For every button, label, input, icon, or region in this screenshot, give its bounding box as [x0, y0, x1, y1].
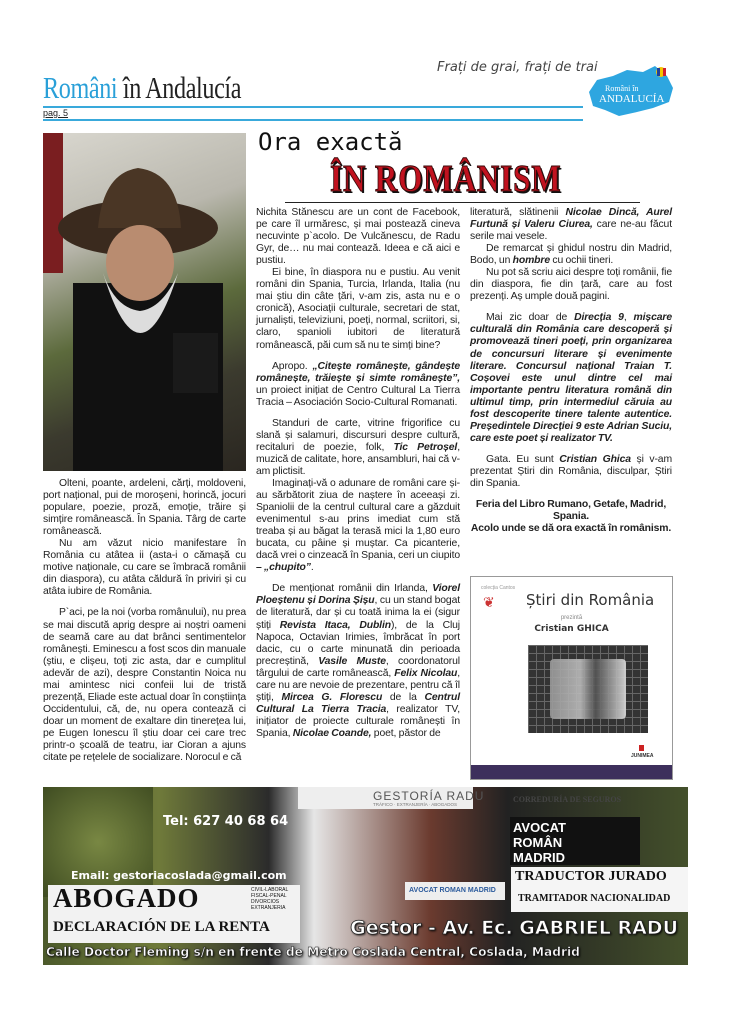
- emphasis-text: Viorel Ploeștenu și Dorina Șișu: [256, 583, 460, 607]
- text-segment: Mai zic doar de: [486, 312, 575, 324]
- ad-gestoria-sub: TRÁFICO · EXTRANJERÍA · ABOGADOS: [373, 802, 458, 807]
- paragraph: [470, 499, 672, 523]
- test-pattern-image: [528, 645, 648, 733]
- book-cover: [470, 576, 673, 780]
- text-segment: Standuri de carte, vitrine frigorifice cu slană și salamuri, discursuri despre cultură, recitaluri de poezie, folk,: [256, 417, 460, 453]
- text-segment: literatură, slătinenii: [470, 207, 566, 218]
- article-column-right: [470, 207, 672, 535]
- logo: [583, 62, 675, 118]
- text-segment: Ei bine, în diaspora nu e pustiu. Au venit români din Spania, Turcia, Irlanda, Italia (nu mai știu din câte țări, v-am zis, asta nu e o cronică), Asociații culturale, secretari de stat, jurnaliști, televiziuni, poeți, normal, scriitori, si, claro, spanioli iubitori de literatură românească, păi cum să nu te simți bine?: [256, 267, 460, 351]
- text-segment: și v-am prezentat Știri din România, disculpar, Știri din Spania.: [470, 453, 673, 489]
- emphasis-text: Nicolae Dincă, Aurel Furtună și Valeru Ciurea,: [470, 207, 672, 231]
- emphasis-text: Tic Petroșel: [393, 441, 458, 453]
- article-title: ÎN ROMÂNISM: [330, 158, 562, 200]
- paragraph: [470, 454, 672, 490]
- ad-phone: Tel: 627 40 68 64: [163, 814, 289, 829]
- paragraph: [470, 312, 672, 445]
- emphasis-text: „Citește românește, gândește românește, trăiește și simte românește”,: [256, 360, 461, 384]
- paragraph: [256, 267, 460, 351]
- book-title: Știri din România: [526, 591, 655, 609]
- text-segment: Imaginați-vă o adunare de români care și-au sărbătorit ziua de naștere în aceeași zi. Spaniolii de la centrul cultural care a găzduit evenimentul s-au prins imediat cum stă treaba și au băgat la terasă mici la 1,80 euro bucata, cu pâine și muștar. Ca picanterie, dacă vrei o cinzeacă în Spania, ceri un ciupito: [256, 477, 460, 562]
- paragraph: [256, 418, 460, 478]
- ad-avocat-line: AVOCAT: [513, 820, 566, 835]
- paragraph: [43, 538, 246, 598]
- paragraph: [256, 361, 460, 409]
- paragraph: [43, 607, 246, 764]
- emphasis-text: Vasile Muste: [318, 655, 386, 667]
- ad-traductor: TRADUCTOR JURADO: [515, 869, 667, 884]
- ad-gestor: Gestor - Av. Ec. GABRIEL RADU: [350, 917, 678, 939]
- article-kicker: Ora exactă: [258, 128, 403, 156]
- ad-address: Calle Doctor Fleming s/n en frente de Metro Coslada Central, Coslada, Madrid: [46, 945, 580, 959]
- emphasis-text: Felix Nicolau: [394, 667, 458, 679]
- text-segment: , realizator TV, inițiator de proiecte culturale românești în Spania,: [256, 703, 460, 739]
- advertisement-banner: [43, 787, 688, 965]
- header-rule: [43, 106, 583, 108]
- text-segment: Acolo unde se dă ora exactă în românism.: [470, 523, 672, 535]
- masthead-title: Români în Andalucía: [43, 70, 242, 105]
- paragraph: [43, 478, 246, 538]
- text-segment: .: [310, 562, 314, 574]
- text-segment: De menționat românii din Irlanda,: [272, 583, 433, 595]
- paragraph: [256, 478, 460, 574]
- text-segment: un proiect inițiat de Centro Cultural La Tierra Tracia – Asociación Socio-Cultural Romanati.: [256, 384, 460, 408]
- article-column-left: [43, 478, 246, 764]
- ad-email: Email: gestoriacoslada@gmail.com: [71, 869, 287, 882]
- motto: Frați de grai, frați de trai: [437, 60, 598, 75]
- book-publisher: JUNIMEA: [631, 753, 654, 759]
- text-segment: care ne-au făcut serile mai vesele.: [470, 219, 672, 243]
- paragraph: [470, 207, 672, 243]
- text-segment: , coordonatorul târgului de carte românească,: [256, 655, 460, 679]
- page-number: pag. 5: [43, 108, 69, 118]
- emphasis-text: Cristian Ghica: [559, 453, 631, 465]
- publisher-icon: [639, 745, 644, 751]
- text-segment: Olteni, poante, ardeleni, cărți, moldoveni, port național, pui de moroșeni, horincă, jocuri populare, poezie, proză, emoție, trăire și simțire românească. În Spania. Târg de carte românească.: [43, 478, 246, 538]
- emphasis-text: mișcare culturală din România care descoperă și promovează tineri poeți, prin organizarea de concursuri literare și evenimente literare. Concursul național Traian T. Coșovei este unul dintre cel mai importante pentru literatura română din ultimul timp, prin intermediul căruia au fost descoperite tinere talente autentice. Președintele Direcției 9 este Adrian Suciu, care este poet și realizator TV.: [470, 312, 672, 444]
- paragraph: [256, 583, 460, 740]
- ad-renta: DECLARACIÓN DE LA RENTA: [53, 919, 270, 935]
- ad-abogado-services: CIVIL-LABORAL FISCAL-PENAL DIVORCIOS EXTRANJERIA: [251, 887, 289, 911]
- ad-correduria: CORREDURÍA DE SEGUROS: [513, 795, 622, 804]
- text-segment: De remarcat și ghidul nostru din Madrid, Bodo, un: [470, 243, 672, 267]
- text-segment: , care nu are nevoie de prezentare, pentru că îl știți,: [256, 667, 460, 703]
- text-segment: P`aci, pe la noi (vorba românului), nu prea se mai discută aprig despre ai noștri oameni de seamă care au dat brânci sentimentelor românești. Eminescu a fost scos din manuale (știu, e clișeu, toți zic asta, dar e cumplitul adevăr de azi), despre Constantin Noica nu mai amintesc nici confeii lui de tristă prezență, Eliade este actual doar în conștiința Occidentului, că, de, nu opera contează ci doar un moment de exaltare din tinerețea lui, pe Eugen Ionescu îl știu doar cei care trec printr-o școală de teatru, iar Cioran a ajuns citate pe rețelele de socializare. Norocul e că: [43, 607, 246, 764]
- book-author: Cristian GHICA: [534, 624, 609, 634]
- ad-avocat: [513, 820, 583, 865]
- header-rule-2: [43, 119, 583, 121]
- book-prezinta: prezintă: [560, 615, 583, 621]
- book-collection: colecția Cantos: [481, 585, 516, 591]
- text-segment: , cu un stand bogat de literatură, dar și cu toată inima la ei (sigur știți: [256, 595, 460, 631]
- text-segment: cu ochii tineri.: [550, 255, 614, 267]
- paragraph: [470, 267, 672, 303]
- emphasis-text: Direcția 9: [574, 312, 624, 324]
- book-band: [471, 765, 672, 779]
- title-rule: [285, 202, 640, 203]
- text-segment: Nu pot să scriu aici despre toți românii, fie din diaspora, fie din țară, care au fost prezenți. Aș umple două pagini.: [470, 267, 672, 303]
- text-segment: Nu am văzut nicio manifestare în România cu atâtea ii (asta-i o cămașă cu motive naționale, cu care se îmbracă românii din diaspora), cu atâta căldură în priviri și cu atâta iubire de România.: [43, 538, 246, 598]
- logo-line2: ANDALUCÍA: [599, 93, 665, 105]
- text-segment: de la: [382, 691, 425, 703]
- text-segment: ,: [623, 312, 634, 324]
- paragraph: [470, 523, 672, 535]
- emphasis-text: Nicolae Coande,: [292, 727, 372, 739]
- article-column-middle: [256, 207, 460, 740]
- text-segment: Apropo.: [272, 360, 313, 372]
- logo-line1: Români în: [605, 84, 639, 93]
- paragraph: [256, 207, 460, 267]
- text-segment: poet, păstor de: [371, 727, 441, 739]
- paragraph: [470, 243, 672, 267]
- text-segment: ), de la Cluj Napoca, Octavian Irimies, îmbrăcat în port dacic, cu o carte minunată din perioada precreștină,: [256, 619, 460, 667]
- text-segment: Feria del Libro Rumano, Getafe, Madrid, Spania.: [475, 499, 667, 523]
- ad-facebook: AVOCAT ROMAN MADRID: [409, 887, 496, 894]
- ad-tramitador: TRAMITADOR NACIONALIDAD: [518, 893, 671, 904]
- text-segment: Nichita Stănescu are un cont de Facebook, pe care îl urmăresc, și mai postează cineva necuvinte p`acolo. De Vulcănescu, de Radu Gyr, de… nu mai contează. Ideea e că aici e pustiu.: [256, 207, 460, 267]
- ad-avocat-line: ROMÂN: [513, 835, 563, 850]
- emphasis-text: Revista Itaca, Dublin: [279, 619, 391, 631]
- ad-gestoria: GESTORÍA RADU: [373, 789, 485, 803]
- text-segment: , muzică de calitate, hore, ansambluri, hai că v-am plictisit.: [256, 441, 460, 477]
- emphasis-text: hombre: [512, 255, 550, 267]
- ad-abogado: ABOGADO: [53, 883, 200, 913]
- emphasis-text: Mircea G. Florescu: [281, 691, 383, 703]
- emphasis-text: – „chupito”: [256, 562, 311, 574]
- article-photo: [43, 133, 246, 471]
- text-segment: Gata. Eu sunt: [486, 453, 560, 465]
- ad-avocat-line: MADRID: [513, 850, 565, 865]
- emphasis-text: Centrul Cultural La Tierra Tracia: [256, 691, 460, 715]
- cantos-logo-icon: ❦: [483, 594, 495, 610]
